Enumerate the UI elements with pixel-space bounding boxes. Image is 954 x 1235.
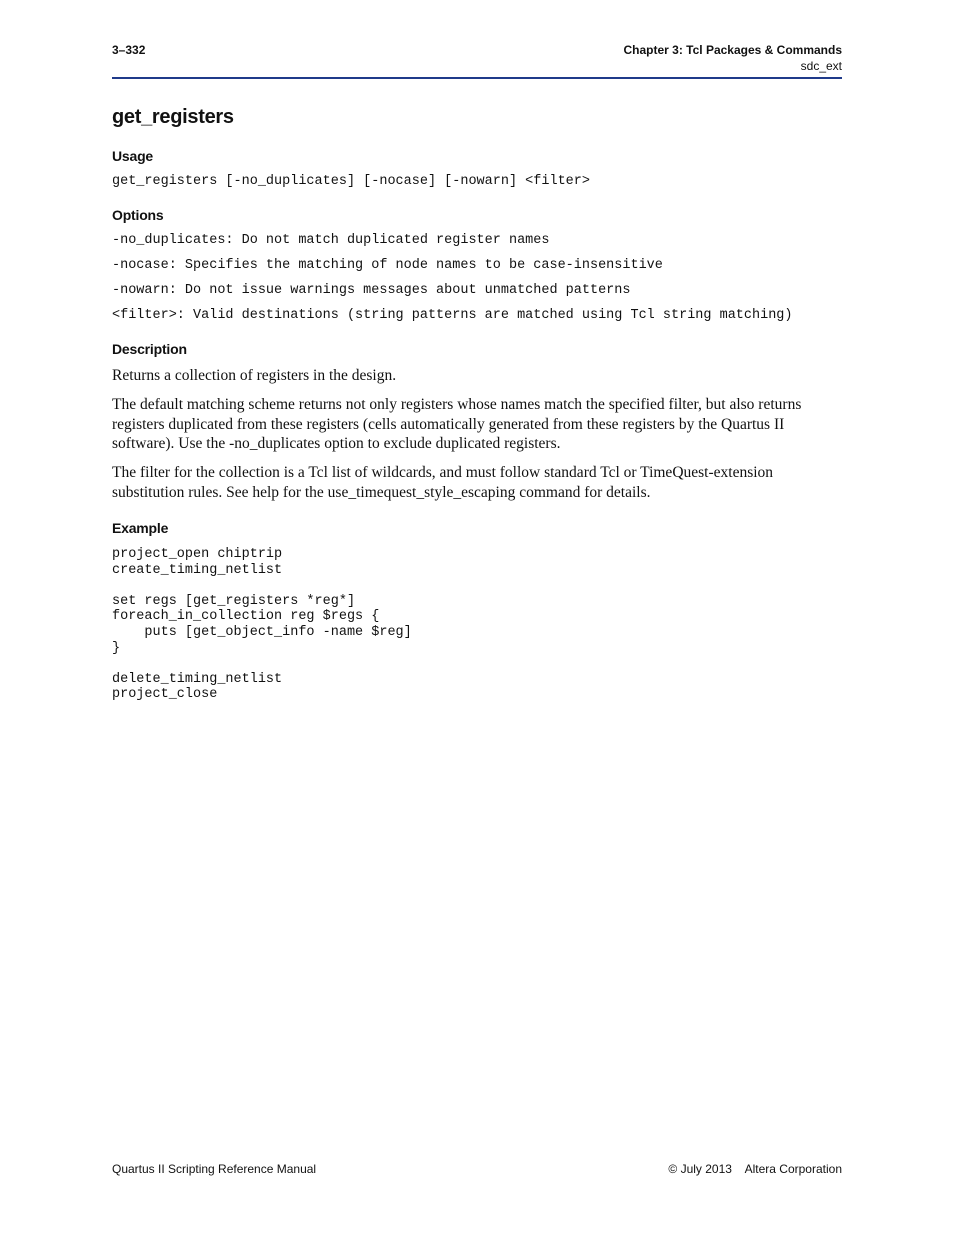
usage-syntax: get_registers [-no_duplicates] [-nocase] [-nowarn] <filter> xyxy=(112,174,590,189)
option-item: -nocase: Specifies the matching of node names to be case-insensitive xyxy=(112,258,663,273)
usage-heading: Usage xyxy=(112,148,154,164)
description-paragraph: Returns a collection of registers in the design. xyxy=(112,367,397,384)
description-paragraph: The filter for the collection is a Tcl list of wildcards, and must follow standard Tcl or TimeQuest-extension substitution rules. See help for the use_timequest_style_escaping command for details. xyxy=(112,464,774,501)
example-code: project_open chiptrip create_timing_netlist set regs [get_registers *reg*] foreach_in_collection reg $regs { puts [get_object_info -name $reg] } delete_timing_netlist project_close xyxy=(112,547,412,703)
page-number: 3–332 xyxy=(112,43,146,57)
chapter-title: Chapter 3: Tcl Packages & Commands xyxy=(623,43,842,57)
option-item: -no_duplicates: Do not match duplicated register names xyxy=(112,233,550,248)
description-heading: Description xyxy=(112,341,187,357)
option-item: -nowarn: Do not issue warnings messages about unmatched patterns xyxy=(112,283,631,298)
option-item: <filter>: Valid destinations (string patterns are matched using Tcl string matching) xyxy=(112,308,793,323)
manual-title: Quartus II Scripting Reference Manual xyxy=(112,1162,317,1176)
copyright: © July 2013 Altera Corporation xyxy=(668,1162,842,1176)
example-heading: Example xyxy=(112,520,169,536)
header-rule xyxy=(112,77,842,79)
section-name: sdc_ext xyxy=(800,59,842,73)
page-title: get_registers xyxy=(112,106,234,128)
description-paragraph: The default matching scheme returns not only registers whose names match the specified filter, but also returns registers duplicated from these registers (cells automatically generated from these registers by the Quartus II software). Use the -no_duplicates option to exclude duplicated registers. xyxy=(112,396,802,452)
options-heading: Options xyxy=(112,207,164,223)
